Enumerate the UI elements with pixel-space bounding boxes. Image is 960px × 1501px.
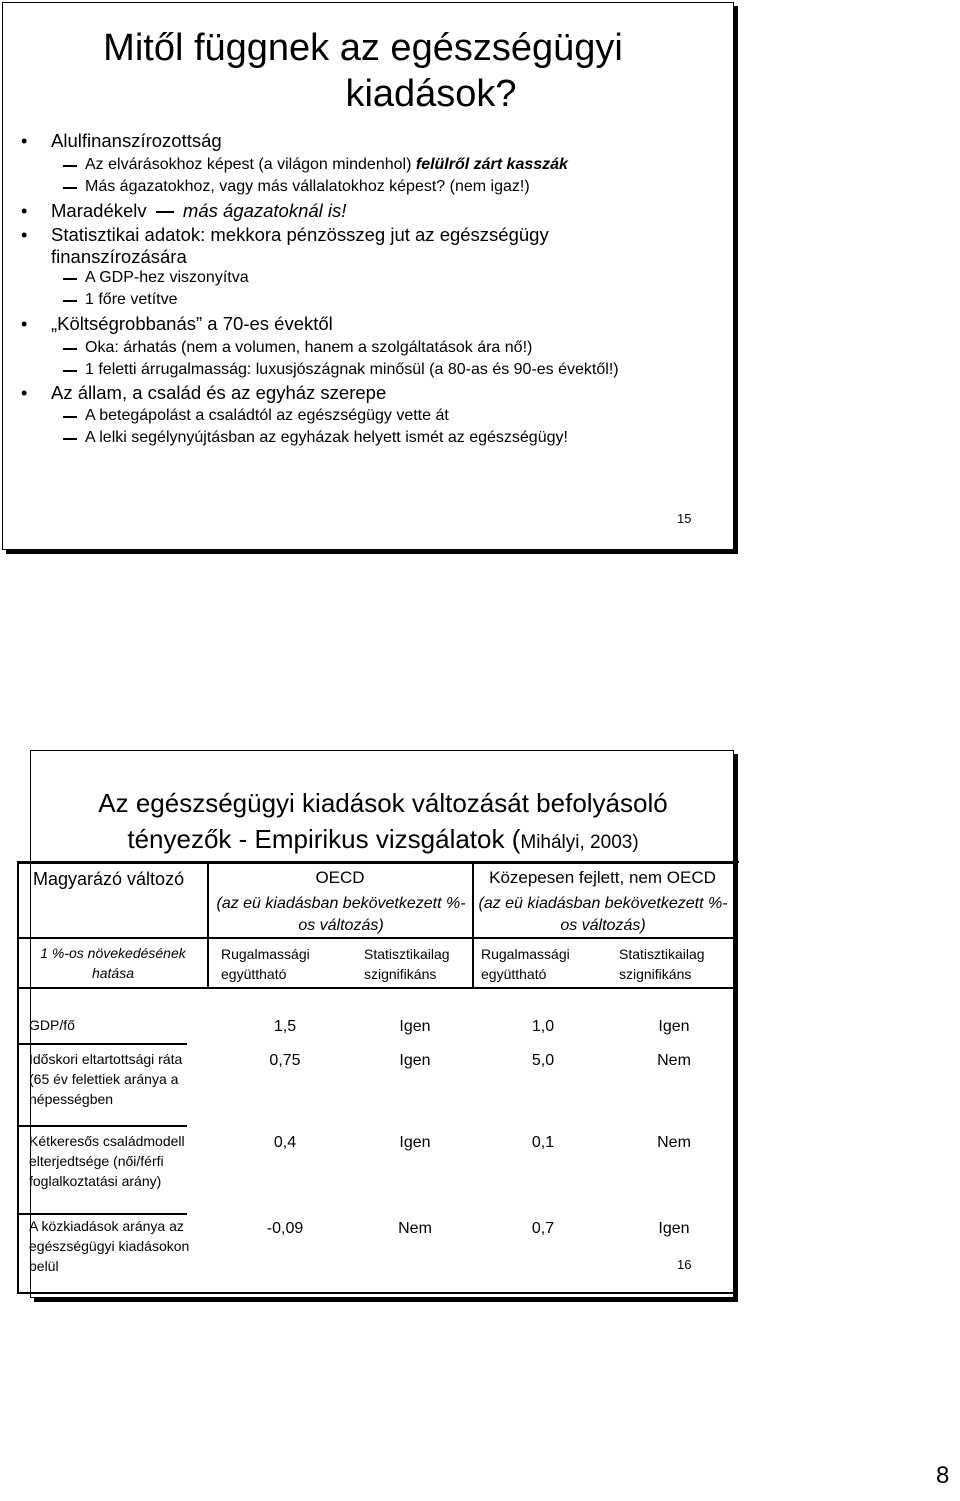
cell-r4-v3: 0,7 [531,1220,555,1237]
cell-r4-v4: Igen [658,1220,690,1237]
sub-bullet-mas-agazatok: Más ágazatokhoz, vagy más vállalatokhoz képest? (nem igaz!) [85,178,530,195]
bullet-dot: • [21,314,28,334]
cell-r1-v2: Igen [399,1018,431,1035]
sub-bullet-elvarasok: Az elvárásokhoz képest (a világon mindenhol) felülről zárt kasszák [85,156,568,173]
subheader-rugalmassagi-1: Rugalmassági együttható [221,946,310,982]
page-number: 16 [677,1257,692,1272]
cell-r2-v3: 5,0 [531,1052,555,1069]
page-number: 15 [677,511,692,526]
bullet-alulfinanszirozottsag: Alulfinanszírozottság [51,130,222,151]
header-magyarazo-valtozo: Magyarázó változó [33,869,185,889]
bullet-dot: • [21,225,28,245]
header-oecd: OECD [315,868,365,887]
dash [63,438,77,440]
document-page-number: 8 [936,1462,950,1489]
bullet-dot: • [21,383,28,403]
cell-r2-v4: Nem [657,1052,691,1069]
cell-r2-v2: Igen [399,1052,431,1069]
title-line-2: kiadások? [345,73,517,115]
dash [63,187,77,189]
bullet-statisztikai-line2: finanszírozására [51,246,187,267]
bullet-statisztikai-line1: Statisztikai adatok: mekkora pénzösszeg jut az egészségügy [51,224,549,245]
cell-r3-v3: 0,1 [531,1134,555,1151]
slide-15 [2,2,734,550]
dash [63,278,77,280]
title-line-1: Az egészségügyi kiadások változását befolyásoló [98,788,668,818]
cell-r3-v1: 0,4 [273,1134,297,1151]
cell-r3-v2: Igen [399,1134,431,1151]
row-label-idoskori: Időskori eltartottsági ráta (65 év felettiek aránya a népességben [29,1051,183,1107]
dash [63,416,77,418]
dash [63,165,77,167]
cell-r1-v3: 1,0 [531,1018,555,1035]
cell-r3-v4: Nem [657,1134,691,1151]
row-label-kozkiadasok: A közkiadások aránya az egészségügyi kiadásokon belül [29,1218,190,1274]
slide-title [43,25,683,117]
header-kozepesen-fejlett: Közepesen fejlett, nem OECD [489,868,716,887]
slide-16 [30,750,734,1298]
bullet-dot: • [21,131,28,151]
subheader-szignifikans-1: Statisztikailag szignifikáns [364,946,450,982]
sub-bullet-fore: 1 főre vetítve [85,291,178,308]
sub-bullet-arhatas: Oka: árhatás (nem a volumen, hanem a szolgáltatások ára nő!) [85,339,533,356]
cell-r1-v4: Igen [658,1018,690,1035]
cell-r1-v1: 1,5 [273,1018,297,1035]
bullet-dot: • [21,201,28,221]
bullet-allam: Az állam, a család és az egyház szerepe [51,382,387,403]
dash [63,348,77,350]
header-novekedes-hatasa: 1 %-os növekedésének hatása [40,945,186,981]
row-label-ketkeresos: Kétkeresős családmodell elterjedtsége (női/férfi foglalkoztatási arány) [29,1133,185,1189]
sub-bullet-arrugalmassag: 1 feletti árrugalmasság: luxusjószágnak minősül (a 80-as és 90-es évektől!) [85,361,619,378]
cell-r4-v1: -0,09 [266,1220,304,1237]
subheader-szignifikans-2: Statisztikailag szignifikáns [619,946,705,982]
bullet-koltsegrobbanas: „Költségrobbanás” a 70-es évektől [51,313,333,334]
title-line-1: Mitől függnek az egészségügyi [103,27,623,69]
sub-bullet-betegapolas: A betegápolást a családtól az egészségügy vette át [85,407,449,424]
title-line-2: tényezők - Empirikus vizsgálatok (Mihályi, 2003) [127,824,639,854]
bullet-maradekelv: Maradékelv más ágazatoknál is! [51,200,347,221]
dash [63,300,77,302]
header-kozepesen-sub: (az eü kiadásban bekövetkezett %-os változás) [478,895,728,934]
subheader-rugalmassagi-2: Rugalmassági együttható [481,946,570,982]
sub-bullet-gdp: A GDP-hez viszonyítva [85,269,249,286]
cell-r4-v2: Nem [398,1220,432,1237]
row-label-gdp: GDP/fő [29,1017,75,1033]
dash [63,370,77,372]
sub-bullet-lelki: A lelki segélynyújtásban az egyházak helyett ismét az egészségügy! [85,429,568,446]
slide-title [31,785,735,861]
header-oecd-sub: (az eü kiadásban bekövetkezett %-os változás) [216,895,466,934]
cell-r2-v1: 0,75 [269,1052,301,1069]
